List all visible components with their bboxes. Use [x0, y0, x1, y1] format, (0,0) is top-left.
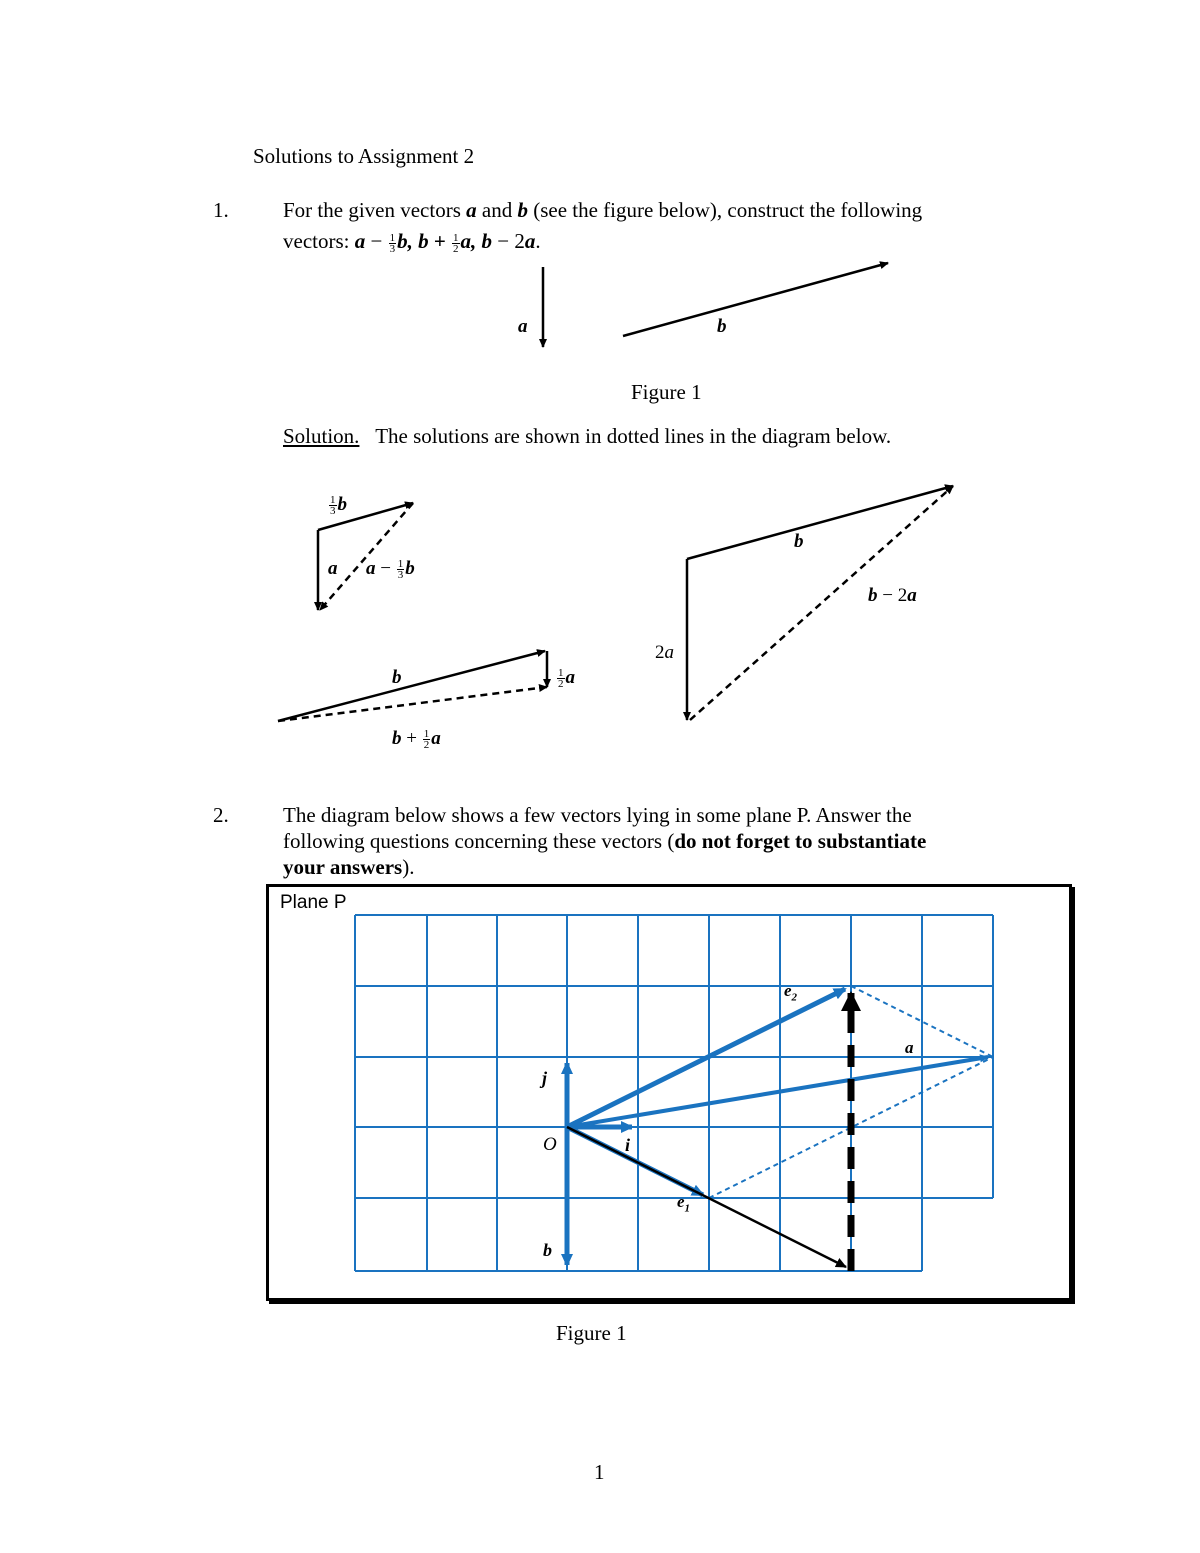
- frac-num: 1: [558, 667, 564, 680]
- label-b-plus-half-a: [392, 728, 441, 750]
- expr3-b: b: [481, 229, 493, 253]
- q2-text: ).: [402, 855, 415, 879]
- label-coef: 2: [655, 642, 665, 663]
- expr2-b: b: [418, 229, 429, 253]
- expr2-a: a,: [460, 229, 477, 253]
- given-vectors-figure: [500, 255, 900, 355]
- question-1-line-2: [283, 228, 541, 254]
- sol-vector-b-lower: [278, 651, 545, 721]
- frac-third: [389, 233, 397, 254]
- figure-caption-2: Figure 1: [556, 1321, 627, 1345]
- label-j: j: [542, 1068, 548, 1088]
- question-2-line-3: [283, 854, 414, 880]
- expr1-op: −: [365, 229, 388, 253]
- label-half-a: [556, 667, 575, 689]
- expr2-op: +: [428, 229, 452, 253]
- question-1-number: 1.: [213, 198, 229, 222]
- label-op: − 2: [877, 585, 908, 606]
- grid-lines: [355, 915, 993, 1271]
- label-b-minus-2a: [868, 585, 917, 607]
- plane-p-label: Plane P: [280, 892, 347, 913]
- question-1-line-1: [283, 197, 922, 223]
- q2-text: following questions concerning these vectors (: [283, 829, 675, 853]
- frac-den: 3: [330, 505, 336, 518]
- label-part: b: [405, 558, 415, 579]
- q1-text-suffix: (see the figure below), construct the following: [527, 198, 923, 222]
- q1-vector-a: a: [466, 198, 477, 222]
- label-e1: [677, 1192, 690, 1214]
- label-i: i: [625, 1135, 631, 1155]
- question-2-number: 2.: [213, 803, 229, 827]
- label-third-b-text: b: [337, 494, 347, 515]
- sol-vector-b-right: [687, 486, 953, 559]
- label-part: a: [431, 728, 441, 749]
- label-2a: [655, 642, 674, 664]
- q1-text-and: and: [476, 198, 518, 222]
- label-op: +: [401, 728, 422, 749]
- frac-num: 1: [397, 558, 404, 571]
- frac-den: 3: [389, 242, 396, 255]
- label-a-minus-third-b: [366, 558, 415, 580]
- solution-text: The solutions are shown in dotted lines in the diagram below.: [375, 424, 892, 448]
- q1-vector-b: b: [517, 198, 528, 222]
- label-op: −: [375, 558, 396, 579]
- frac-half: [452, 233, 460, 254]
- expr3-end: .: [535, 229, 541, 253]
- question-2-line-1: The diagram below shows a few vectors lying in some plane P. Answer the: [283, 803, 912, 827]
- label-part: e: [784, 981, 792, 1000]
- solution-label: Solution.: [283, 424, 360, 448]
- frac-den: 2: [423, 739, 430, 752]
- label-part: a: [565, 667, 575, 688]
- label-b-right: b: [794, 531, 804, 552]
- q2-bold-text: your answers: [283, 855, 403, 879]
- label-part: a: [907, 585, 917, 606]
- label-sol-a: a: [328, 558, 338, 579]
- label-part: a: [664, 642, 674, 663]
- expr3-a: a: [524, 229, 536, 253]
- label-e2: [784, 981, 797, 1003]
- label-part: b: [868, 585, 878, 606]
- frac-num: 1: [423, 728, 430, 741]
- label-part: e: [677, 1192, 685, 1211]
- frac-num: 1: [389, 231, 396, 244]
- plane-vector-diagram: [340, 905, 1020, 1285]
- label-b-lower: b: [392, 667, 402, 688]
- label-part: b: [392, 728, 402, 749]
- label-b: b: [543, 1240, 552, 1260]
- label-third-b: [328, 494, 347, 516]
- label-part: a: [366, 558, 376, 579]
- expr1-b: b,: [397, 229, 413, 253]
- sol-vector-a-minus-third-b: [320, 503, 413, 610]
- label-sub: 2: [791, 991, 798, 1004]
- q1-vectors-prefix: vectors:: [283, 229, 355, 253]
- label-origin: O: [543, 1134, 557, 1155]
- solution-diagrams: [270, 470, 970, 730]
- given-label-b: b: [717, 316, 727, 337]
- solution-line: [283, 423, 891, 449]
- q1-text: For the given vectors: [283, 198, 467, 222]
- frac-num: 1: [453, 231, 459, 244]
- label-sub: 1: [684, 1202, 691, 1215]
- given-label-a: a: [518, 316, 528, 337]
- page-title: Solutions to Assignment 2: [253, 144, 475, 168]
- given-vector-b-arrow: [623, 263, 888, 336]
- label-a: a: [905, 1038, 914, 1057]
- figure-1-caption: Figure 1: [631, 380, 702, 404]
- expr1-a: a: [354, 229, 366, 253]
- sol-vector-b-plus-half-a: [278, 687, 547, 721]
- page-number: 1: [594, 1460, 605, 1484]
- frac-den: 2: [558, 678, 564, 691]
- frac-den: 3: [397, 569, 404, 582]
- question-2-line-2: [283, 828, 926, 854]
- frac-den: 2: [453, 242, 459, 255]
- q2-bold-text: do not forget to substantiate: [674, 829, 927, 853]
- frac-num: 1: [330, 494, 336, 507]
- expr3-op: − 2: [492, 229, 525, 253]
- vector-a: [567, 1057, 988, 1127]
